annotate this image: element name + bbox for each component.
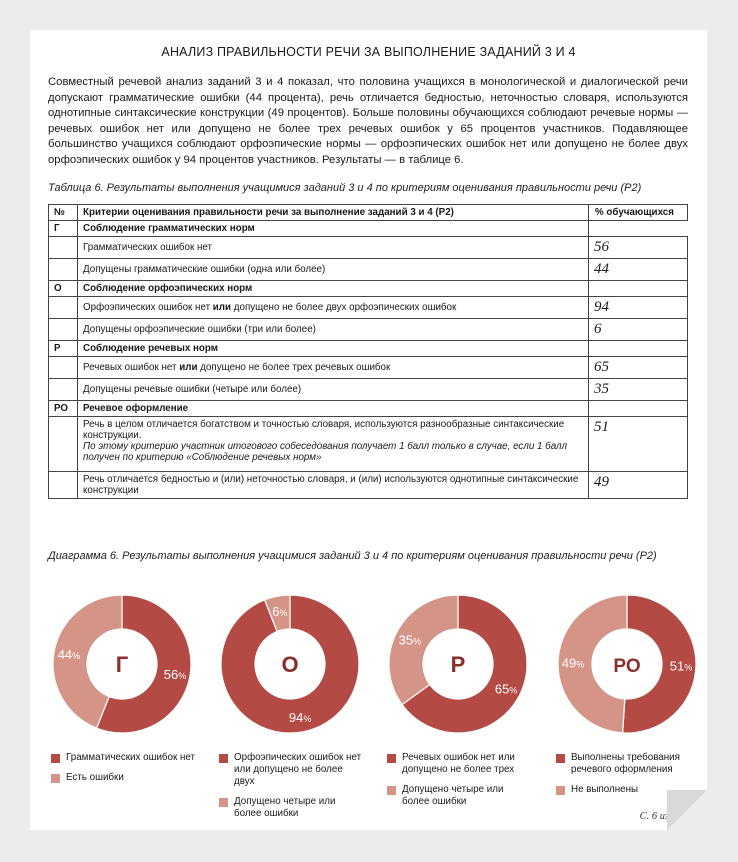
table-group-row xyxy=(49,281,688,297)
legend-label: Допущено четыре или более ошибки xyxy=(402,784,504,807)
document-page xyxy=(30,30,707,830)
legend-swatch xyxy=(219,754,228,763)
criteria-cell xyxy=(78,417,589,472)
criteria-emphasis: или xyxy=(212,302,232,313)
column-header-pct: % обучающихся xyxy=(589,205,688,221)
criteria-note: По этому критерию участник итогового собеседования получает 1 балл только в случае, если 1 балл получен по критерию «Соблюдение речевых норм» xyxy=(83,441,568,463)
group-name: Речевое оформление xyxy=(78,401,589,417)
donut-chart xyxy=(216,580,366,819)
legend-swatch xyxy=(556,786,565,795)
donut-center-label: Г xyxy=(115,652,129,677)
legend-item xyxy=(51,772,196,784)
donut-chart xyxy=(384,580,534,807)
table-header-row xyxy=(49,205,688,221)
row-num-empty xyxy=(49,417,78,472)
donut-svg xyxy=(48,580,198,750)
criteria-text: Допущены орфоэпические ошибки (три или более) xyxy=(83,324,316,335)
group-pct-empty xyxy=(589,401,688,417)
page-fold-corner xyxy=(667,790,707,830)
donut-svg xyxy=(216,580,366,750)
donut-chart xyxy=(553,580,703,795)
table-row xyxy=(49,237,688,259)
pct-value: 49 xyxy=(589,472,688,499)
page-number: С. 6 из 7 xyxy=(639,811,677,822)
slice-value-label: 35% xyxy=(398,632,422,648)
table-row xyxy=(49,379,688,401)
legend-item xyxy=(219,796,364,820)
criteria-text: допущено не более трех речевых ошибок xyxy=(197,362,391,373)
legend-item xyxy=(387,784,532,808)
legend-item xyxy=(51,752,196,764)
slice-value-label: 56% xyxy=(163,667,187,683)
legend-label: Не выполнены xyxy=(571,784,639,795)
criteria-text: Допущены речевые ошибки (четыре или более) xyxy=(83,384,302,395)
row-num-empty xyxy=(49,319,78,341)
table-row xyxy=(49,472,688,499)
group-name: Соблюдение орфоэпических норм xyxy=(78,281,589,297)
donut-center-label: РО xyxy=(613,656,641,677)
legend-swatch xyxy=(387,754,396,763)
legend-label: Речевых ошибок нет или допущено не более трех xyxy=(402,752,515,775)
slice-value-label: 6% xyxy=(272,603,288,619)
criteria-text: Речевых ошибок нет xyxy=(83,362,180,373)
table-row xyxy=(49,297,688,319)
row-num-empty xyxy=(49,237,78,259)
criteria-cell xyxy=(78,472,589,499)
legend-label: Грамматических ошибок нет xyxy=(66,752,196,763)
column-header-num: № xyxy=(49,205,78,221)
legend-label: Есть ошибки xyxy=(66,772,124,783)
slice-value-label: 49% xyxy=(561,655,585,671)
chart-legend xyxy=(219,752,364,828)
group-code: РО xyxy=(49,401,78,417)
row-num-empty xyxy=(49,259,78,281)
intro-paragraph: Совместный речевой анализ заданий 3 и 4 показал, что половина учащихся в монологической и диалогической речи допускают грамматические ошибки (44 процента), речь отличается бедностью, неточностью словаря, используются однотипные синтаксические конструкции (49 процентов). Больше половины обучающихся соблюдают речевые нормы — речевых ошибок нет или допущено не более трех речевых ошибок у 65 процентов участников. Подавляющее большинство учащихся соблюдают орфоэпические нормы — орфоэпических ошибок нет или допущено не более двух орфоэпических ошибок у 94 процентов участников. Результаты — в таблице 6. xyxy=(48,76,688,166)
legend-swatch xyxy=(556,754,565,763)
donut-svg xyxy=(553,580,703,750)
criteria-cell xyxy=(78,319,589,341)
pct-value: 65 xyxy=(589,357,688,379)
group-code: Р xyxy=(49,341,78,357)
pct-value: 35 xyxy=(589,379,688,401)
criteria-text: допущено не более двух орфоэпических ошибок xyxy=(231,302,457,313)
slice-value-label: 44% xyxy=(57,646,81,662)
criteria-cell xyxy=(78,237,589,259)
row-num-empty xyxy=(49,379,78,401)
legend-item xyxy=(219,752,364,788)
row-num-empty xyxy=(49,297,78,319)
legend-item xyxy=(387,752,532,776)
donut-svg xyxy=(384,580,534,750)
group-name: Соблюдение речевых норм xyxy=(78,341,589,357)
pct-value: 94 xyxy=(589,297,688,319)
donut-center-label: Р xyxy=(450,652,466,677)
donut-chart xyxy=(48,580,198,783)
criteria-text: Орфоэпических ошибок нет xyxy=(83,302,213,313)
group-pct-empty xyxy=(589,341,688,357)
group-code: Г xyxy=(49,221,78,237)
criteria-cell xyxy=(78,357,589,379)
page-title: АНАЛИЗ ПРАВИЛЬНОСТИ РЕЧИ ЗА ВЫПОЛНЕНИЕ ЗАДАНИЙ 3 И 4 xyxy=(161,45,576,59)
row-num-empty xyxy=(49,472,78,499)
legend-label: Выполнены требования речевого оформления xyxy=(571,752,680,775)
table-row xyxy=(49,417,688,472)
results-table xyxy=(48,204,688,499)
chart-legend xyxy=(51,752,196,792)
table-group-row xyxy=(49,341,688,357)
table-group-row xyxy=(49,221,688,237)
slice-other xyxy=(389,595,458,705)
legend-swatch xyxy=(51,754,60,763)
pct-value: 51 xyxy=(589,417,688,472)
chart-caption: Диаграмма 6. Результаты выполнения учащимися заданий 3 и 4 по критериям оценивания правильности речи (Р2) xyxy=(48,550,657,562)
row-num-empty xyxy=(49,357,78,379)
criteria-cell xyxy=(78,259,589,281)
legend-item xyxy=(556,752,701,776)
legend-swatch xyxy=(51,774,60,783)
group-pct-empty xyxy=(589,281,688,297)
table-group-row xyxy=(49,401,688,417)
slice-value-label: 51% xyxy=(669,658,693,674)
criteria-text: Допущены грамматические ошибки (одна или более) xyxy=(83,264,326,275)
slice-value-label: 65% xyxy=(494,681,518,697)
group-name: Соблюдение грамматических норм xyxy=(78,221,589,237)
pct-value: 44 xyxy=(589,259,688,281)
donut-center-label: О xyxy=(281,652,299,677)
criteria-emphasis: или xyxy=(179,362,198,373)
table-row xyxy=(49,319,688,341)
slice-value-label: 94% xyxy=(288,710,312,726)
table-caption: Таблица 6. Результаты выполнения учащимися заданий 3 и 4 по критериям оценивания правильности речи (Р2) xyxy=(48,182,642,194)
group-code: О xyxy=(49,281,78,297)
table-row xyxy=(49,259,688,281)
legend-label: Орфоэпических ошибок нет или допущено не более двух xyxy=(234,752,362,787)
criteria-text: Грамматических ошибок нет xyxy=(83,242,213,253)
legend-label: Допущено четыре или более ошибки xyxy=(234,796,336,819)
column-header-criteria: Критерии оценивания правильности речи за выполнение заданий 3 и 4 (Р2) xyxy=(78,205,589,221)
chart-legend xyxy=(387,752,532,816)
table-row xyxy=(49,357,688,379)
pct-value: 56 xyxy=(589,237,688,259)
criteria-cell xyxy=(78,379,589,401)
legend-swatch xyxy=(219,798,228,807)
legend-swatch xyxy=(387,786,396,795)
pct-value: 6 xyxy=(589,319,688,341)
criteria-text: Речь в целом отличается богатством и точностью словаря, используются разнообразные синтаксические конструкции. xyxy=(83,419,565,441)
criteria-cell xyxy=(78,297,589,319)
criteria-text: Речь отличается бедностью и (или) неточностью словаря, и (или) используются однотипные синтаксические конструкции xyxy=(83,474,579,496)
